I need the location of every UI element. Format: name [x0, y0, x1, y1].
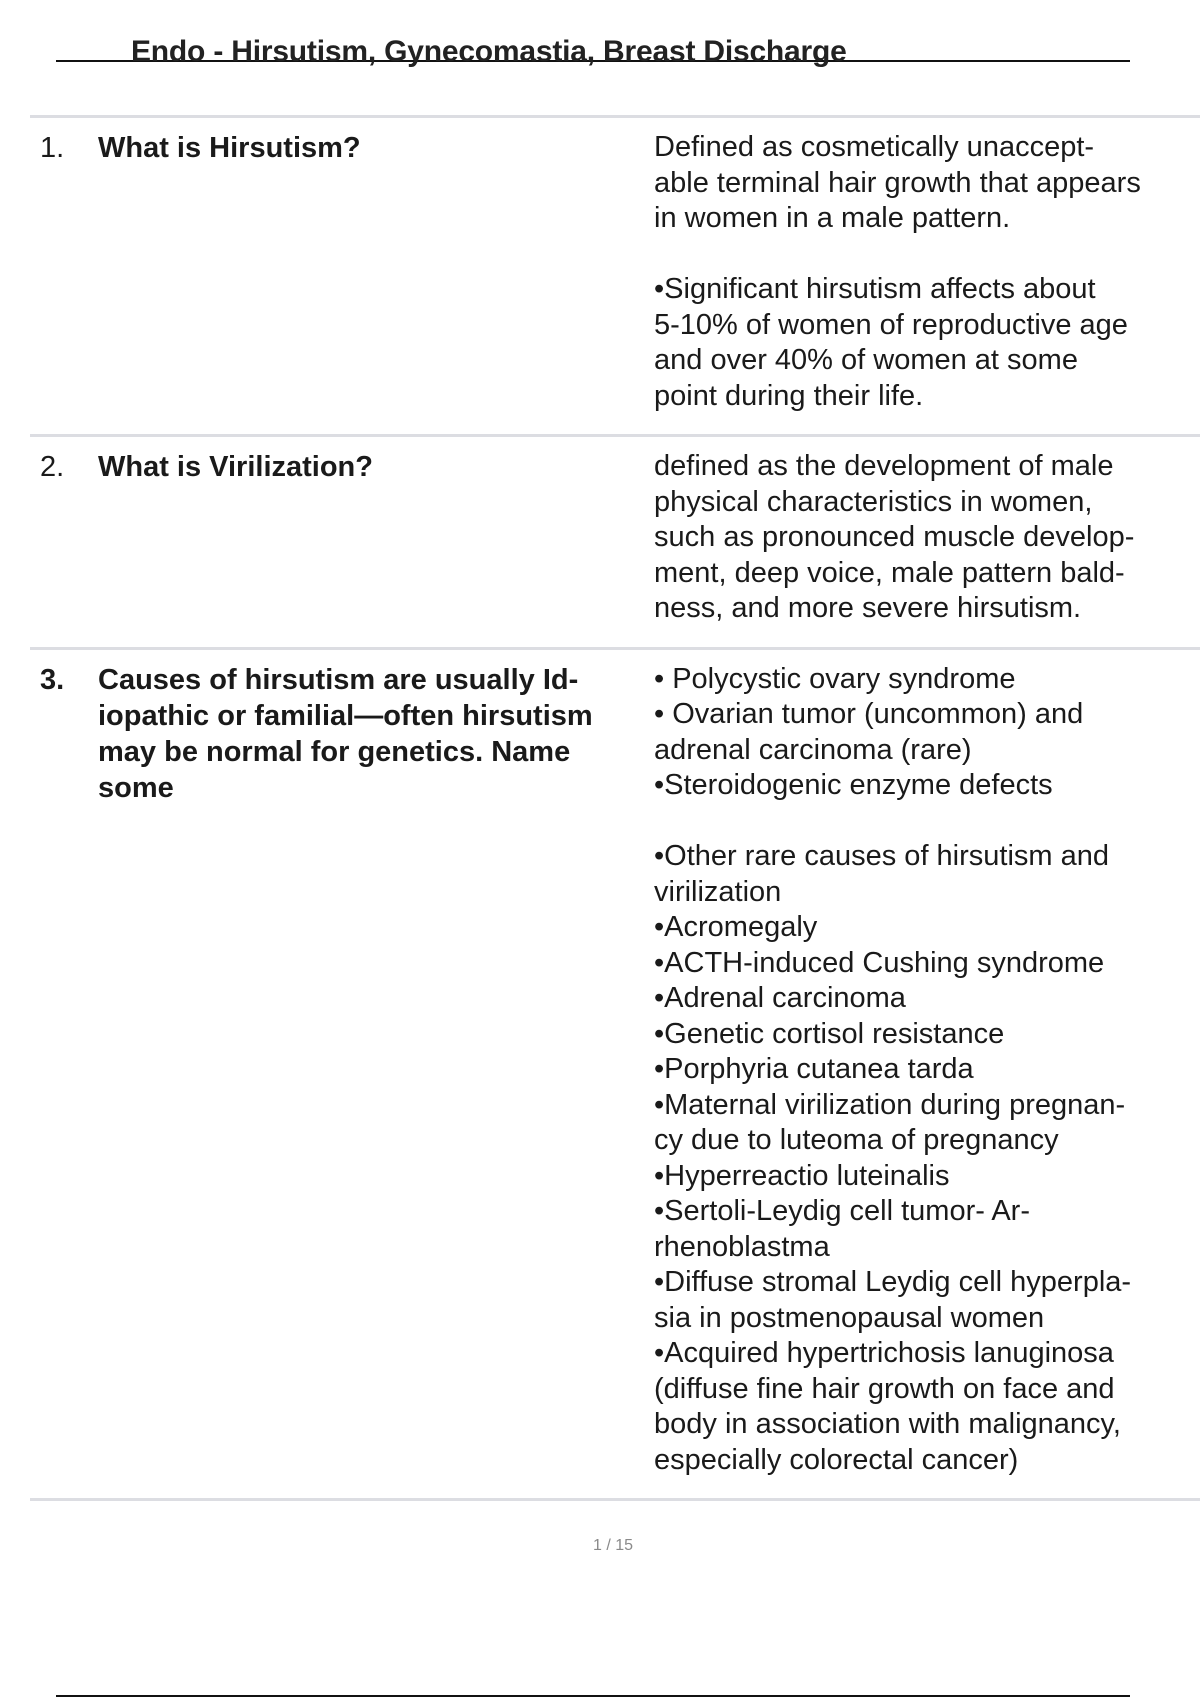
question-line: iopathic or familial—often hirsutism — [98, 699, 593, 732]
document-title-bar — [56, 32, 1130, 68]
answer-line: • Ovarian tumor (uncommon) and — [654, 698, 1084, 730]
answer-line: point during their life. — [654, 379, 924, 412]
flashcard — [30, 434, 1200, 647]
answer-line: ment, deep voice, male pattern bald- — [654, 556, 1125, 589]
answer-line: rhenoblastma — [654, 1230, 830, 1263]
card-answer — [654, 449, 1200, 627]
answer-line: •Maternal virilization during pregnan- — [654, 1088, 1126, 1121]
card-answer — [654, 662, 1200, 1479]
answer-line: •ACTH-induced Cushing syndrome — [654, 946, 1105, 979]
answer-line: able terminal hair growth that appears — [654, 166, 1141, 199]
answer-line: such as pronounced muscle develop- — [654, 521, 1135, 553]
answer-line: Defined as cosmetically unaccept- — [654, 131, 1095, 163]
answer-line: •Porphyria cutanea tarda — [654, 1053, 974, 1085]
answer-line: defined as the development of male — [654, 450, 1114, 482]
answer-line: •Diffuse stromal Leydig cell hyperpla- — [654, 1266, 1132, 1298]
answer-line: and over 40% of women at some — [654, 344, 1078, 376]
answer-line: •Adrenal carcinoma — [654, 982, 906, 1014]
question-line: may be normal for genetics. Name — [98, 735, 571, 768]
answer-line: physical characteristics in women, — [654, 485, 1093, 518]
card-answer — [654, 130, 1200, 414]
card-question: What is Hirsutism? — [98, 132, 361, 164]
bottom-divider — [56, 1695, 1130, 1697]
answer-line: sia in postmenopausal women — [654, 1301, 1045, 1334]
card-question — [98, 662, 654, 1479]
answer-line: • Polycystic ovary syndrome — [654, 662, 1016, 695]
document-title: Endo - Hirsutism, Gynecomastia, Breast Discharge — [131, 35, 847, 68]
answer-line: •Other rare causes of hirsutism and — [654, 840, 1110, 872]
answer-line: •Sertoli-Leydig cell tumor- Ar- — [654, 1195, 1030, 1227]
flashcard — [30, 647, 1200, 1502]
answer-line: cy due to luteoma of pregnancy — [654, 1124, 1059, 1156]
answer-line: ness, and more severe hirsutism. — [654, 592, 1082, 624]
card-number: 2. — [40, 451, 65, 483]
card-question: What is Virilization? — [98, 451, 373, 483]
answer-line: body in association with malignancy, — [654, 1408, 1121, 1440]
card-number: 1. — [40, 132, 65, 164]
question-line: Causes of hirsutism are usually Id- — [98, 663, 579, 696]
answer-line: virilization — [654, 875, 782, 908]
page-indicator: 1 / 15 — [592, 1537, 634, 1554]
answer-paragraph — [654, 272, 1200, 414]
flashcard — [30, 115, 1200, 434]
answer-paragraph — [654, 449, 1200, 627]
answer-line: (diffuse fine hair growth on face and — [654, 1372, 1115, 1405]
card-number: 3. — [40, 663, 65, 696]
answer-line: •Acromegaly — [654, 911, 818, 943]
answer-line: •Steroidogenic enzyme defects — [654, 769, 1053, 801]
answer-paragraph — [654, 839, 1200, 1478]
answer-line: in women in a male pattern. — [654, 202, 1011, 234]
question-line: some — [98, 771, 174, 804]
answer-line: 5-10% of women of reproductive age — [654, 308, 1128, 341]
flashcard-list — [30, 115, 1200, 1501]
answer-line: •Acquired hypertrichosis lanuginosa — [654, 1337, 1114, 1369]
answer-paragraph — [654, 130, 1200, 237]
answer-line: •Hyperreactio luteinalis — [654, 1159, 950, 1192]
answer-line: especially colorectal cancer) — [654, 1443, 1019, 1476]
answer-line: •Significant hirsutism affects about — [654, 273, 1096, 305]
answer-line: adrenal carcinoma (rare) — [654, 733, 972, 766]
answer-line: •Genetic cortisol resistance — [654, 1017, 1005, 1050]
answer-paragraph — [654, 662, 1200, 804]
